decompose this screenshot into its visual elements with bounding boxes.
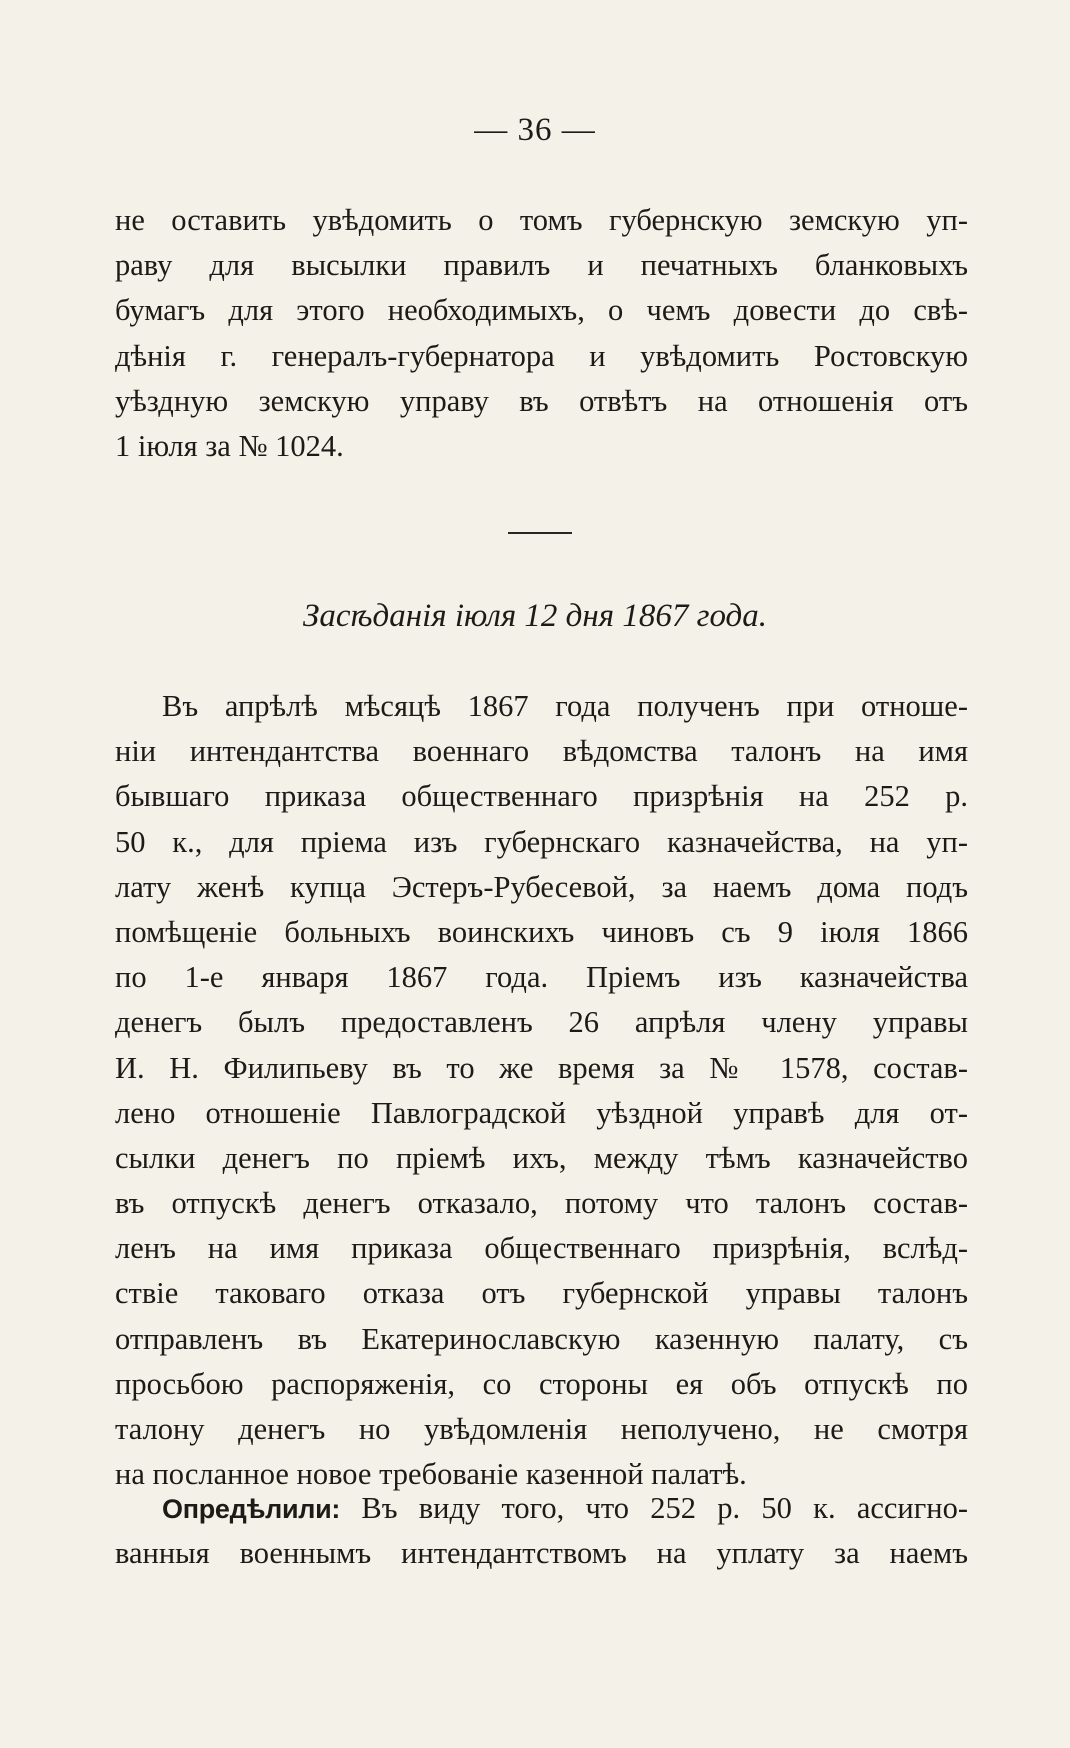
text-line: талону денегъ но увѣдомленія неполучено, не смотря xyxy=(115,1412,968,1446)
text-line: И. Н. Филипьеву въ то же время за № 1578, состав- xyxy=(115,1050,968,1085)
text-line: по 1-е января 1867 года. Пріемъ изъ казначейства xyxy=(115,960,968,995)
paragraph-report xyxy=(115,684,968,1497)
session-heading: Засѣданія іюля 12 дня 1867 года. xyxy=(303,598,767,634)
text-line: просьбою распоряженія, со стороны ея объ отпускѣ по xyxy=(115,1366,968,1401)
text-line xyxy=(115,1486,968,1531)
text-line: бывшаго приказа общественнаго призрѣнія на 252 р. xyxy=(115,779,968,814)
text-line: помѣщеніе больныхъ воинскихъ чиновъ съ 9 іюля 1866 xyxy=(115,914,968,949)
text-line: въ отпускѣ денегъ отказало, потому что талонъ состав- xyxy=(115,1186,968,1221)
text-line: ніи интендантства военнаго вѣдомства талонъ на имя xyxy=(115,734,968,769)
section-divider xyxy=(508,532,572,534)
paragraph-resolution xyxy=(115,1486,968,1576)
text-line: сылки денегъ по пріемѣ ихъ, между тѣмъ казначейство xyxy=(115,1140,968,1175)
text-line: отправленъ въ Екатеринославскую казенную палату, съ xyxy=(115,1321,968,1356)
text-line: раву для высылки правилъ и печатныхъ бланковыхъ xyxy=(115,248,968,283)
text-line: денегъ былъ предоставленъ 26 апрѣля члену управы xyxy=(115,1005,968,1040)
text-line: лено отношеніе Павлоградской уѣздной управѣ для от- xyxy=(115,1095,968,1130)
text-line: бумагъ для этого необходимыхъ, о чемъ довести до свѣ- xyxy=(115,293,968,328)
text-line: лату женѣ купца Эстеръ-Рубесевой, за наемъ дома подъ xyxy=(115,869,968,904)
text-line-rest: Въ виду того, что 252 р. 50 к. ассигно- xyxy=(340,1491,968,1525)
text-line: 1 іюля за № 1024. xyxy=(115,428,344,463)
text-line: 50 к., для пріема изъ губернскаго казначейства, на уп- xyxy=(115,824,968,859)
text-line: Въ апрѣлѣ мѣсяцѣ 1867 года полученъ при отноше- xyxy=(162,689,968,723)
page-number: — 36 — xyxy=(474,112,596,148)
paragraph-continued xyxy=(115,198,968,469)
resolution-term: Опредѣлили: xyxy=(162,1494,341,1524)
text-line: не оставить увѣдомить о томъ губернскую земскую уп- xyxy=(115,203,968,237)
text-line: ленъ на имя приказа общественнаго призрѣнія, вслѣд- xyxy=(115,1231,968,1266)
text-line: на посланное новое требованіе казенной палатѣ. xyxy=(115,1457,747,1492)
text-line: ствіе таковаго отказа отъ губернской управы талонъ xyxy=(115,1276,968,1311)
text-line: ванныя военнымъ интендантствомъ на уплату за наемъ xyxy=(115,1536,968,1571)
text-line: дѣнія г. генералъ-губернатора и увѣдомить Ростовскую xyxy=(115,338,968,373)
text-line: уѣздную земскую управу въ отвѣтъ на отношенія отъ xyxy=(115,383,968,418)
